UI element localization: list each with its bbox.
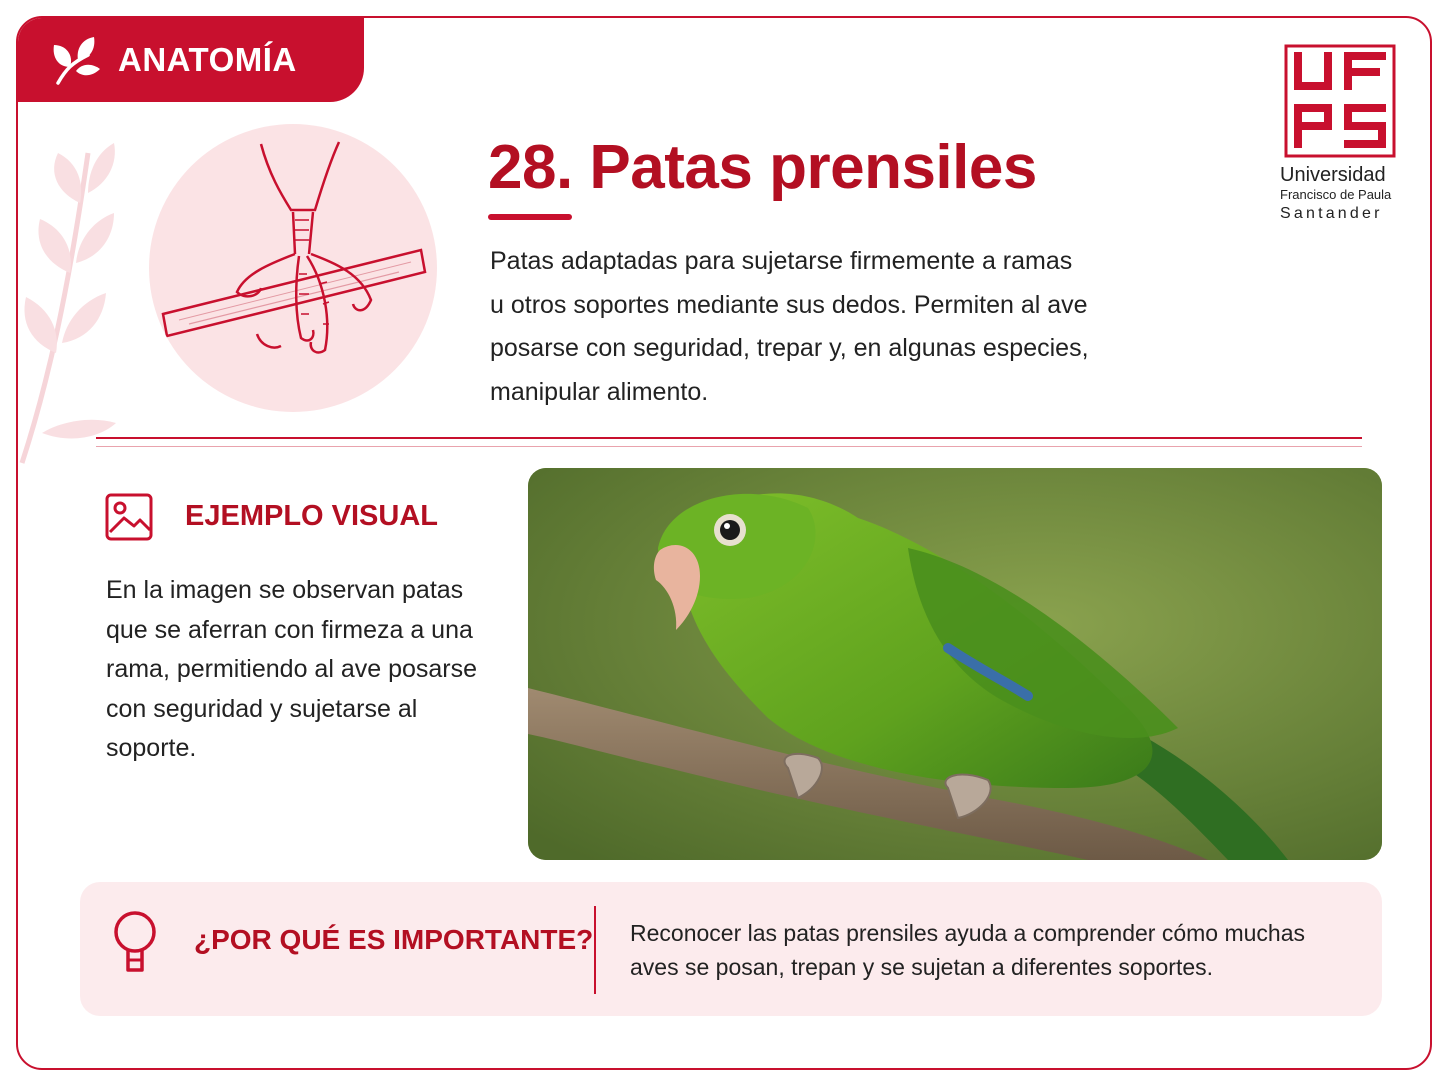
parrot-photo-drawing	[528, 468, 1382, 860]
logo-subname: Francisco de Paula	[1280, 187, 1392, 202]
bird-foot-drawing	[149, 124, 437, 412]
topic-description: Patas adaptadas para sujetarse firmemente a ramas u otros soportes mediante sus dedos. Permiten al ave posarse con seguridad, trepar y, en algunas especies, manipular alimento.	[490, 247, 1089, 406]
page-title: 28. Patas prensiles	[488, 133, 1037, 202]
example-text: En la imagen se observan patas que se aferran con firmeza a una rama, permitiendo al ave posarse con seguridad y sujetarse al soporte.	[106, 576, 478, 762]
importance-box	[80, 882, 1382, 1016]
importance-title: ¿POR QUÉ ES IMPORTANTE?	[194, 924, 594, 955]
category-label: ANATOMÍA	[118, 41, 297, 78]
title-underline	[488, 214, 572, 220]
card-frame	[16, 16, 1432, 1070]
decorative-branch	[18, 133, 148, 473]
ufps-logo-mark	[1284, 44, 1396, 158]
leaf-icon	[48, 33, 102, 87]
example-title: EJEMPLO VISUAL	[185, 500, 438, 532]
section-divider	[96, 437, 1362, 447]
parrot-photo	[528, 468, 1382, 860]
university-logo	[1280, 44, 1404, 225]
importance-text: Reconocer las patas prensiles ayuda a comprender cómo muchas aves se posan, trepan y se sujetan a diferentes soportes.	[630, 920, 1306, 980]
image-icon	[104, 492, 154, 542]
lightbulb-icon	[110, 910, 160, 976]
logo-name: Universidad	[1280, 164, 1386, 186]
logo-city: Santander	[1280, 205, 1383, 222]
foot-illustration	[149, 124, 437, 412]
category-tab	[18, 18, 364, 102]
importance-separator	[594, 906, 596, 994]
